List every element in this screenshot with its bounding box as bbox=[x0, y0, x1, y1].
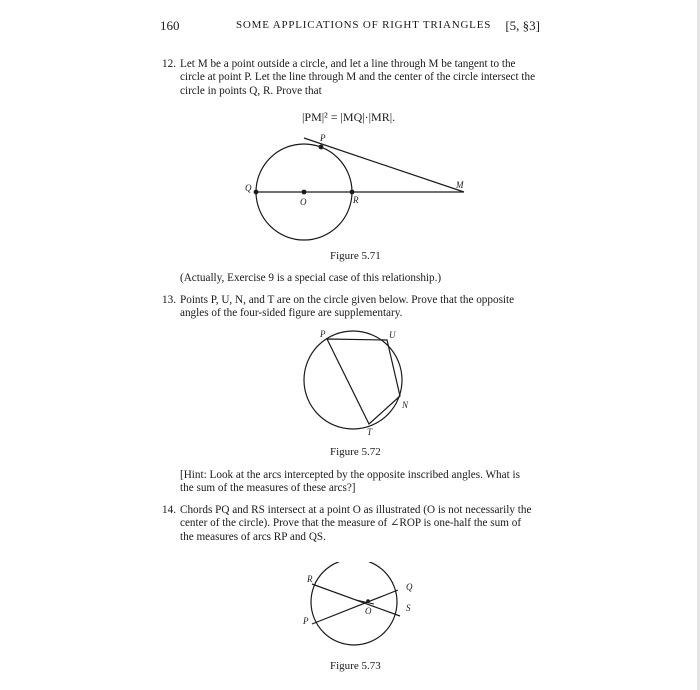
label-n: N bbox=[402, 400, 409, 410]
exercise-text: Points P, U, N, and T are on the circle given below. Prove that the opposite angles of the four-sided figure are supplementary. bbox=[180, 294, 515, 320]
label-q: Q bbox=[406, 582, 413, 592]
section-label: [5, §3] bbox=[505, 18, 540, 33]
label-o: O bbox=[365, 606, 372, 616]
figure-5-71 bbox=[240, 128, 480, 246]
exercise-number: 12. bbox=[162, 58, 176, 70]
tangent-line bbox=[304, 138, 464, 192]
point-p bbox=[319, 145, 324, 150]
running-title: SOME APPLICATIONS OF RIGHT TRIANGLES bbox=[236, 19, 492, 31]
label-o: O bbox=[300, 197, 307, 207]
figure-5-72 bbox=[290, 328, 420, 440]
equation: |PM|² = |MQ|·|MR|. bbox=[302, 110, 396, 124]
label-r: R bbox=[353, 195, 359, 205]
exercise-text: Chords PQ and RS intersect at a point O as illustrated (O is not necessarily the center of the circle). Prove that the measure of ∠ROP is one-half the sum of the measures of arcs RP and QS. bbox=[180, 504, 532, 543]
point-o bbox=[366, 599, 370, 603]
exercise-number: 14. bbox=[162, 504, 176, 516]
point-r bbox=[350, 190, 355, 195]
figure-caption: Figure 5.72 bbox=[330, 446, 381, 458]
exercise-12 bbox=[162, 58, 536, 100]
point-o bbox=[302, 190, 307, 195]
label-t: T bbox=[367, 427, 373, 437]
label-p: P bbox=[320, 329, 326, 339]
label-u: U bbox=[389, 330, 396, 340]
point-q bbox=[254, 190, 259, 195]
chord-pq bbox=[312, 590, 398, 624]
label-p: P bbox=[320, 133, 326, 143]
page-number: 160 bbox=[160, 18, 180, 33]
exercise-number: 13. bbox=[162, 294, 176, 306]
label-p: P bbox=[303, 616, 309, 626]
circle bbox=[304, 331, 402, 429]
label-r: R bbox=[307, 574, 313, 584]
circle bbox=[311, 562, 397, 645]
page-header bbox=[160, 18, 540, 36]
figure-5-73 bbox=[290, 562, 420, 658]
quadrilateral-punt bbox=[327, 339, 400, 424]
label-q: Q bbox=[245, 183, 252, 193]
exercise-14 bbox=[162, 504, 536, 546]
exercise-13 bbox=[162, 294, 536, 322]
label-m: M bbox=[456, 180, 464, 190]
hint: [Hint: Look at the arcs intercepted by the opposite inscribed angles. What is the sum of the measures of these arcs?] bbox=[180, 469, 520, 495]
figure-caption: Figure 5.73 bbox=[330, 660, 381, 672]
exercise-text: Let M be a point outside a circle, and let a line through M be tangent to the circle at point P. Let the line through M and the center of the circle intersect the circle in points Q, R. Prove that bbox=[180, 58, 536, 97]
note: (Actually, Exercise 9 is a special case of this relationship.) bbox=[180, 272, 442, 284]
figure-caption: Figure 5.71 bbox=[330, 250, 381, 262]
label-s: S bbox=[406, 603, 411, 613]
